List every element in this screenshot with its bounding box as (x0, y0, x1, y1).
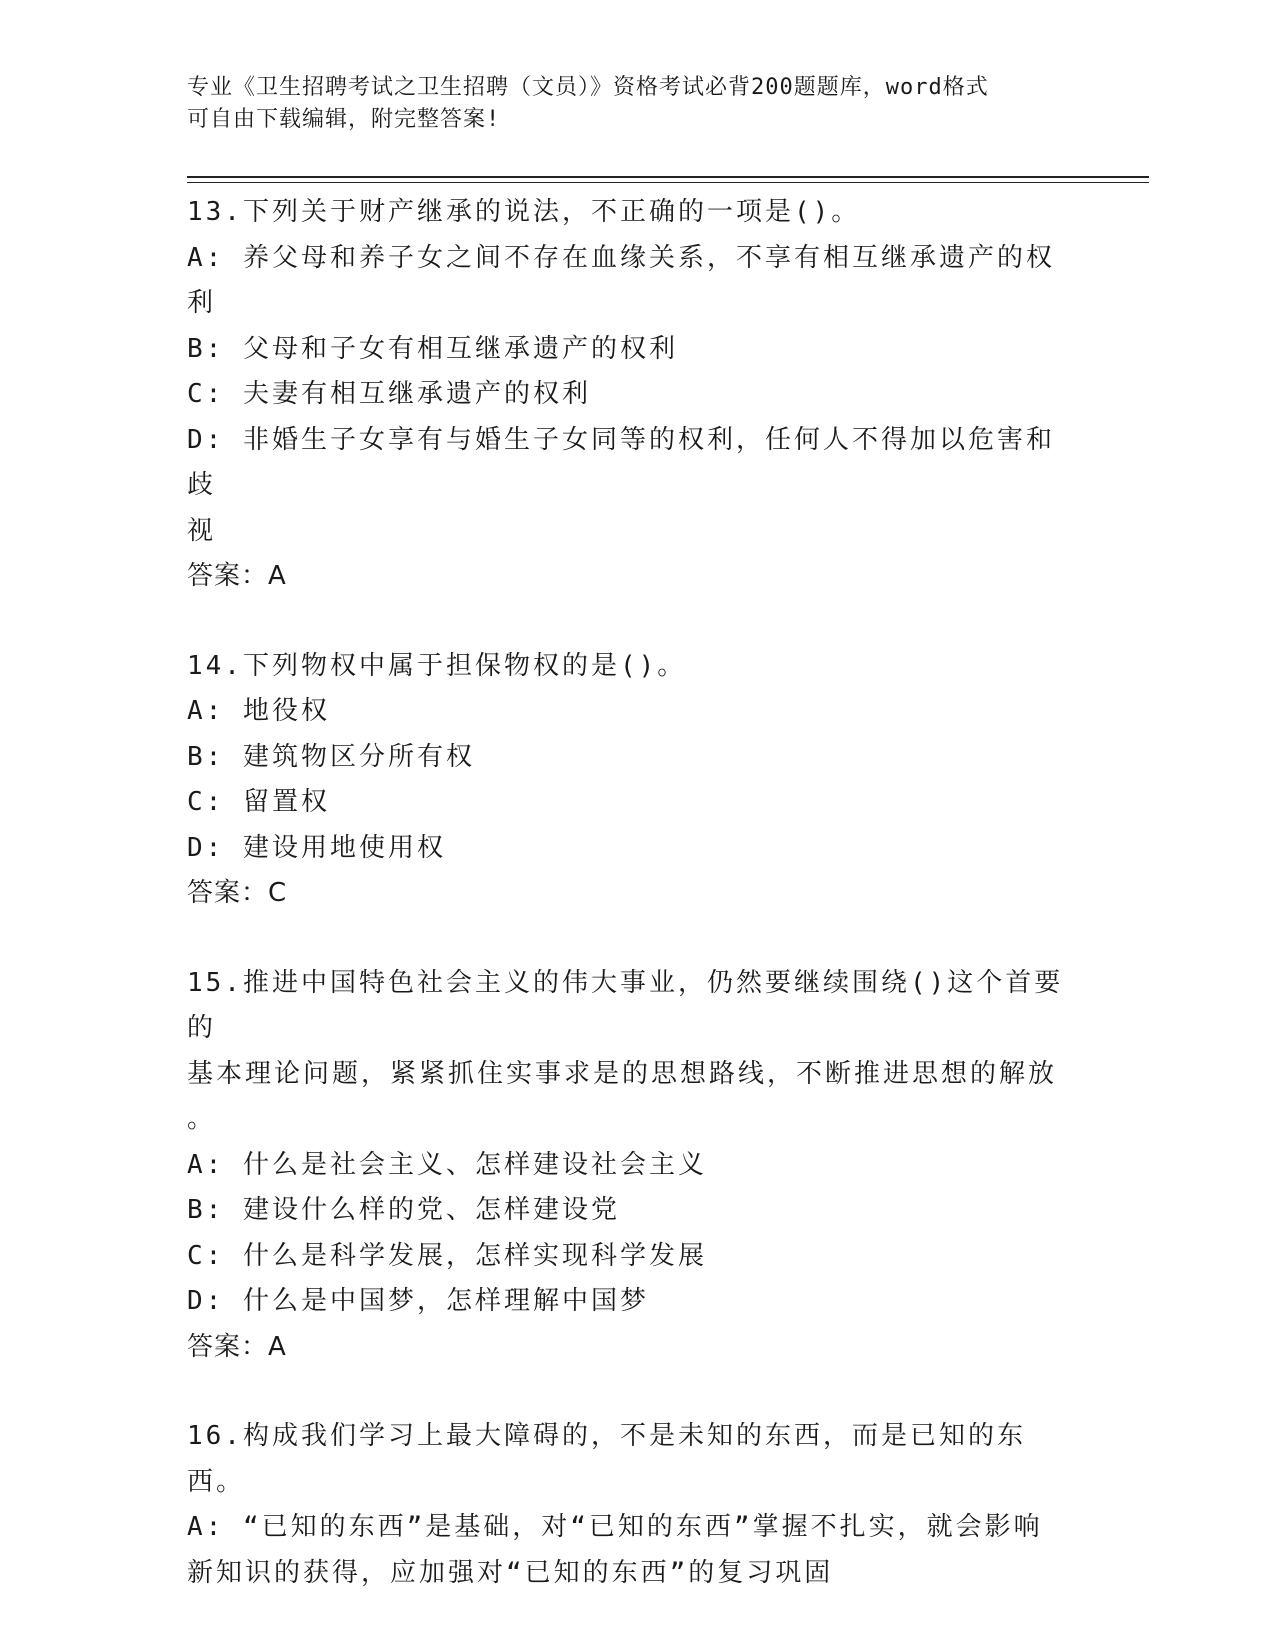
option-b: B: 建设什么样的党、怎样建设党 (187, 1195, 620, 1225)
question-stem: 13.下列关于财产继承的说法，不正确的一项是()。 (187, 197, 861, 227)
option-a: A: 地役权 (187, 696, 330, 726)
option-b: B: 建筑物区分所有权 (187, 741, 475, 772)
document-header (187, 72, 1067, 136)
question-14 (187, 644, 1077, 917)
question-list (187, 190, 1077, 1640)
answer-line: 答案：A (187, 1331, 287, 1362)
option-b: B: 父母和子女有相互继承遗产的权利 (187, 333, 678, 364)
question-stem-continued: 基本理论问题，紧紧抓住实事求是的思想路线，不断推进思想的解放 (187, 1058, 1058, 1089)
option-d-continued: 视 (187, 515, 217, 546)
answer-line: 答案：C (187, 878, 288, 908)
question-16 (187, 1414, 1077, 1596)
question-stem-continued: 。 (187, 1104, 217, 1134)
question-stem: 14.下列物权中属于担保物权的是()。 (187, 650, 687, 681)
question-15 (187, 961, 1077, 1371)
option-c: C: 什么是科学发展，怎样实现科学发展 (187, 1240, 707, 1271)
option-d: D: 非婚生子女享有与婚生子女同等的权利，任何人不得加以危害和歧 (187, 424, 1055, 500)
question-13 (187, 190, 1077, 600)
option-a-continued: 新知识的获得，应加强对“已知的东西”的复习巩固 (187, 1557, 834, 1588)
option-a: A: 养父母和养子女之间不存在血缘关系，不享有相互继承遗产的权利 (187, 242, 1055, 318)
option-d: D: 什么是中国梦，怎样理解中国梦 (187, 1286, 649, 1316)
option-a: A: “已知的东西”是基础，对“已知的东西”掌握不扎实，就会影响 (187, 1512, 1043, 1542)
option-c: C: 夫妻有相互继承遗产的权利 (187, 379, 591, 409)
answer-line: 答案：A (187, 561, 287, 591)
question-stem: 16.构成我们学习上最大障碍的，不是未知的东西，而是已知的东西。 (187, 1421, 1026, 1497)
question-stem: 15.推进中国特色社会主义的伟大事业，仍然要继续围绕()这个首要的 (187, 967, 1064, 1043)
header-line-2: 可自由下载编辑，附完整答案! (187, 107, 501, 132)
option-d: D: 建设用地使用权 (187, 832, 446, 863)
option-a: A: 什么是社会主义、怎样建设社会主义 (187, 1149, 707, 1180)
header-divider-thick (187, 176, 1149, 178)
header-line-1: 专业《卫生招聘考试之卫生招聘（文员）》资格考试必背200题题库，word格式 (187, 75, 989, 100)
header-divider-thin (187, 182, 1149, 183)
option-c: C: 留置权 (187, 787, 330, 817)
